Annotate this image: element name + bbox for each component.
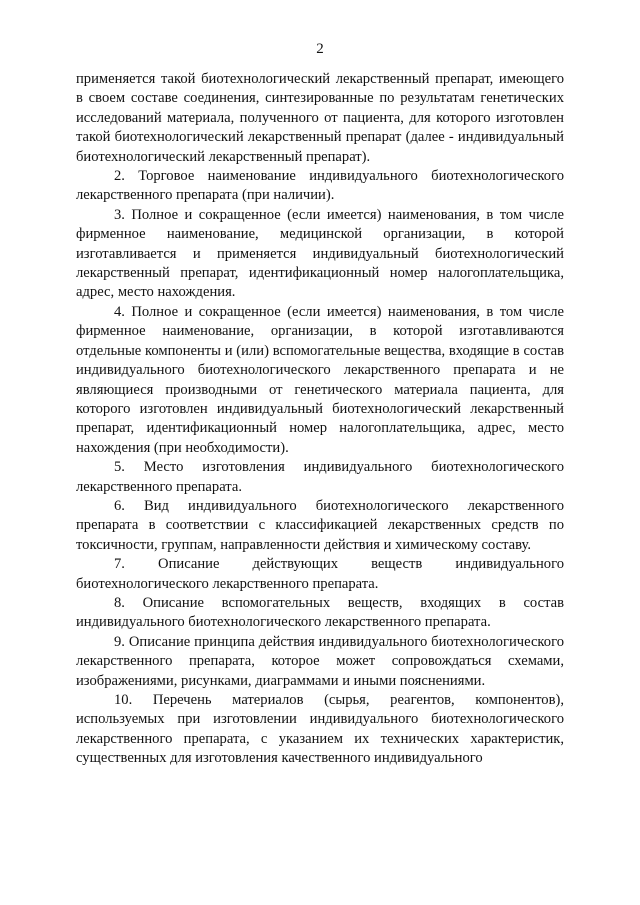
paragraph-item-4: 4. Полное и сокращенное (если имеется) наименования, в том числе фирменное наименование, организации, в которой изготавливаются отдельные компоненты и (или) вспомогательные вещества, входящие в состав индивидуального биотехнологического лекарственного препарата и не являющиеся производными от генетического материала пациента, для которого изготовлен индивидуальный биотехнологический лекарственный препарат, идентификационный номер налогоплательщика, адрес, место нахождения (при необходимости). bbox=[76, 303, 564, 456]
page-number: 2 bbox=[316, 41, 324, 57]
paragraph-continuation: применяется такой биотехнологический лекарственный препарат, имеющего в своем составе соединения, синтезированные по результатам генетических исследований материала, полученного от пациента, для которого изготовлен такой биотехнологический лекарственный препарат (далее - индивидуальный биотехнологический лекарственный препарат). bbox=[76, 71, 564, 165]
paragraph-item-3: 3. Полное и сокращенное (если имеется) наименования, в том числе фирменное наименование, медицинской организации, в которой изготавливается и применяется индивидуальный биотехнологический лекарственный препарат, идентификационный номер налогоплательщика, адрес, место нахождения. bbox=[76, 206, 564, 301]
paragraph-item-2: 2. Торговое наименование индивидуального биотехнологического лекарственного препарата (при наличии). bbox=[76, 168, 564, 204]
paragraph-item-5: 5. Место изготовления индивидуального биотехнологического лекарственного препарата. bbox=[76, 459, 564, 495]
paragraph-item-8: 8. Описание вспомогательных веществ, входящих в состав индивидуального биотехнологического лекарственного препарата. bbox=[76, 594, 564, 631]
paragraph-item-7: 7. Описание действующих веществ индивидуального биотехнологического лекарственного препарата. bbox=[76, 556, 564, 592]
paragraph-item-6: 6. Вид индивидуального биотехнологического лекарственного препарата в соответствии с классификацией лекарственных средств по токсичности, группам, направленности действия и химическому составу. bbox=[76, 497, 564, 553]
paragraph-item-10: 10. Перечень материалов (сырья, реагентов, компонентов), используемых при изготовлении индивидуального биотехнологического лекарственного препарата, с указанием их технических характеристик, существенных для изготовления качественного индивидуального bbox=[76, 692, 564, 767]
document-body bbox=[76, 70, 564, 769]
paragraph-item-9: 9. Описание принципа действия индивидуального биотехнологического лекарственного препарата, которое может сопровождаться схемами, изображениями, рисунками, диаграммами и иными пояснениями. bbox=[76, 633, 564, 689]
